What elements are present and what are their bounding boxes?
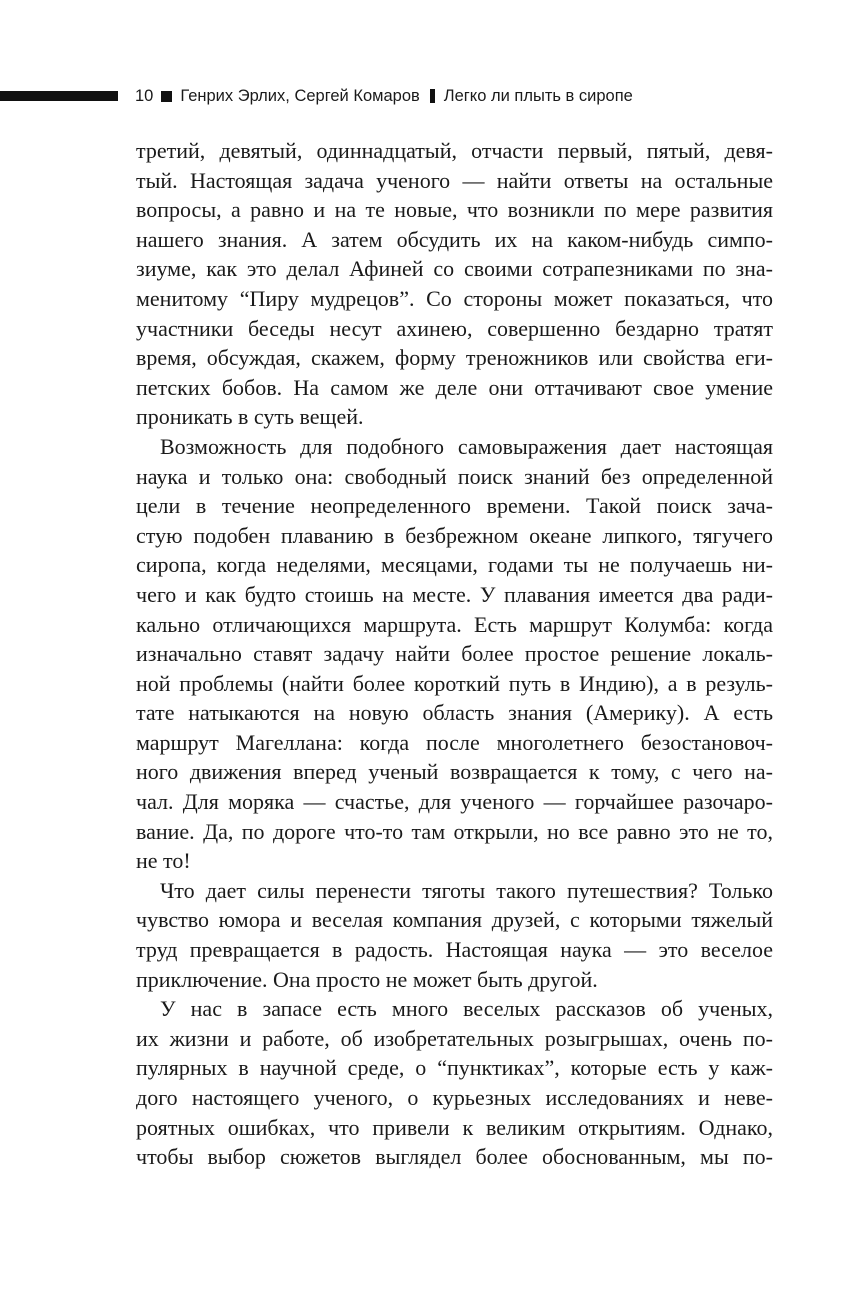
text-line: роятных ошибках, что привели к великим открытиям. Однако, <box>136 1114 773 1140</box>
paragraph <box>136 432 773 876</box>
header-rule <box>0 91 118 101</box>
text-line: ного движения вперед ученый возвращается к тому, с чего на- <box>136 759 773 785</box>
paragraph <box>136 994 773 1172</box>
paragraph <box>136 876 773 994</box>
text-line: маршрут Магеллана: когда после многолетнего безостановоч- <box>136 729 773 755</box>
text-line: третий, девятый, одиннадцатый, отчасти первый, пятый, девя- <box>136 138 773 163</box>
text-line: изначально ставят задачу найти более простое решение локаль- <box>136 641 773 667</box>
paragraph <box>136 136 773 432</box>
text-line: вопросы, а равно и на те новые, что возникли по мере развития <box>136 197 773 223</box>
text-line: зиуме, как это делал Афиней со своими сотрапезниками по зна- <box>136 256 773 282</box>
square-separator-icon <box>161 91 172 102</box>
text-line: Возможность для подобного самовыражения дает настоящая <box>160 433 773 459</box>
text-line: чего и как будто стоишь на месте. У плавания имеется два ради- <box>136 581 773 607</box>
text-line: ной проблемы (найти более короткий путь в Индию), а в резуль- <box>136 670 773 696</box>
text-line: приключение. Она просто не может быть другой. <box>136 966 598 992</box>
authors: Генрих Эрлих, Сергей Комаров <box>180 86 420 105</box>
page-number: 10 <box>135 86 154 105</box>
text-line: дого настоящего ученого, о курьезных исследованиях и неве- <box>136 1085 773 1110</box>
text-line: У нас в запасе есть много веселых рассказов об ученых, <box>160 996 773 1022</box>
text-line: Что дает силы перенести тяготы такого путешествия? Только <box>160 877 773 903</box>
text-line: кально отличающихся маршрута. Есть маршрут Колумба: когда <box>136 611 773 637</box>
text-line: чувство юмора и веселая компания друзей, с которыми тяжелый <box>136 907 773 933</box>
running-header <box>135 84 633 108</box>
text-line: сиропа, когда неделями, месяцами, годами ты не получаешь ни- <box>136 552 773 578</box>
book-title: Легко ли плыть в сиропе <box>443 86 633 105</box>
text-line: чал. Для моряка — счастье, для ученого — горчайшее разочаро- <box>136 789 773 815</box>
text-line: нашего знания. А затем обсудить их на каком-нибудь симпо- <box>136 226 773 252</box>
text-line: стую подобен плаванию в безбрежном океане липкого, тягучего <box>136 522 773 548</box>
bar-separator-icon <box>430 89 435 103</box>
text-line: цели в течение неопределенного времени. Такой поиск зача- <box>136 493 773 519</box>
text-line: их жизни и работе, об изобретательных розыгрышах, очень по- <box>136 1025 773 1051</box>
text-line: не то! <box>136 848 191 874</box>
text-line: менитому “Пиру мудрецов”. Со стороны может показаться, что <box>136 285 773 311</box>
text-line: участники беседы несут ахинею, совершенно бездарно тратят <box>136 315 773 341</box>
text-line: вание. Да, по дороге что-то там открыли, но все равно это не то, <box>136 818 773 844</box>
text-line: чтобы выбор сюжетов выглядел более обоснованным, мы по- <box>136 1144 773 1170</box>
text-line: проникать в суть вещей. <box>136 404 364 430</box>
text-line: труд превращается в радость. Настоящая наука — это веселое <box>136 937 773 963</box>
text-line: наука и только она: свободный поиск знаний без определенной <box>136 463 773 489</box>
text-line: тате натыкаются на новую область знания (Америку). А есть <box>136 700 773 726</box>
text-line: тый. Настоящая задача ученого — найти ответы на остальные <box>136 167 773 193</box>
text-line: петских бобов. На самом же деле они оттачивают свое умение <box>136 374 773 400</box>
body-text <box>136 136 773 1172</box>
text-line: время, обсуждая, скажем, форму треножников или свойства еги- <box>136 345 773 371</box>
text-line: пулярных в научной среде, о “пунктиках”, которые есть у каж- <box>136 1055 773 1081</box>
